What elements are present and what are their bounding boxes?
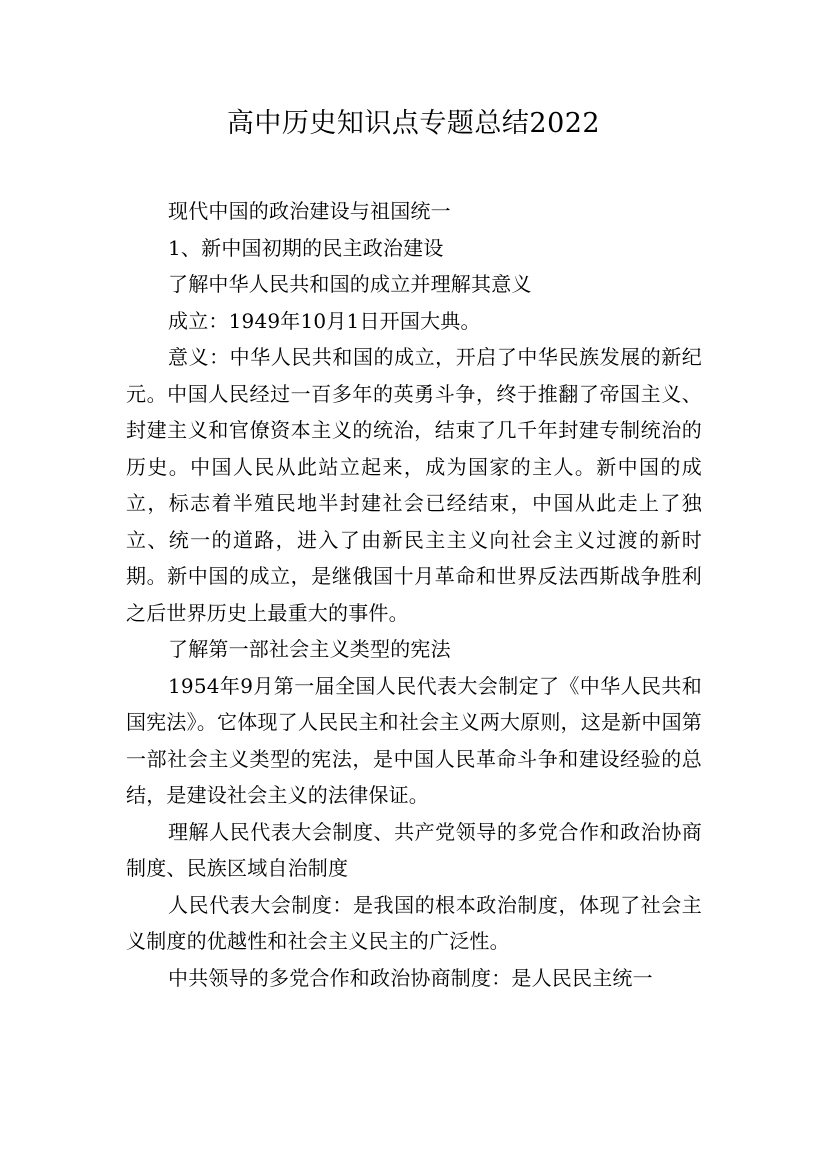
body-paragraph: 1954年9月第一届全国人民代表大会制定了《中华人民共和国宪法》。它体现了人民民主和社会主义两大原则，这是新中国第一部社会主义类型的宪法，是中国人民革命斗争和建设经验的总结，是建设社会主义的法律保证。 <box>126 673 702 807</box>
body-paragraph: 中共领导的多党合作和政治协商制度：是人民民主统一 <box>168 965 653 990</box>
body-paragraph: 成立：1949年10月1日开国大典。 <box>168 308 481 333</box>
document-body <box>126 193 702 996</box>
body-paragraph: 人民代表大会制度：是我国的根本政治制度，体现了社会主义制度的优越性和社会主义民主的广泛性。 <box>126 892 702 953</box>
topic-heading: 理解人民代表大会制度、共产党领导的多党合作和政治协商制度、民族区域自治制度 <box>126 819 702 880</box>
body-paragraph: 意义：中华人民共和国的成立，开启了中华民族发展的新纪元。中国人民经过一百多年的英勇斗争，终于推翻了帝国主义、封建主义和官僚资本主义的统治，结束了几千年封建专制统治的历史。中国人民从此站立起来，成为国家的主人。新中国的成立，标志着半殖民地半封建社会已经结束，中国从此走上了独立、统一的道路，进入了由新民主主义向社会主义过渡的新时期。新中国的成立，是继俄国十月革命和世界反法西斯战争胜利之后世界历史上最重大的事件。 <box>126 345 702 625</box>
subsection-heading: 1、新中国初期的民主政治建设 <box>168 235 444 260</box>
topic-heading: 了解中华人民共和国的成立并理解其意义 <box>168 272 532 296</box>
document-title: 高中历史知识点专题总结2022 <box>226 108 601 139</box>
topic-heading: 了解第一部社会主义类型的宪法 <box>168 637 451 661</box>
section-heading: 现代中国的政治建设与祖国统一 <box>168 199 451 223</box>
